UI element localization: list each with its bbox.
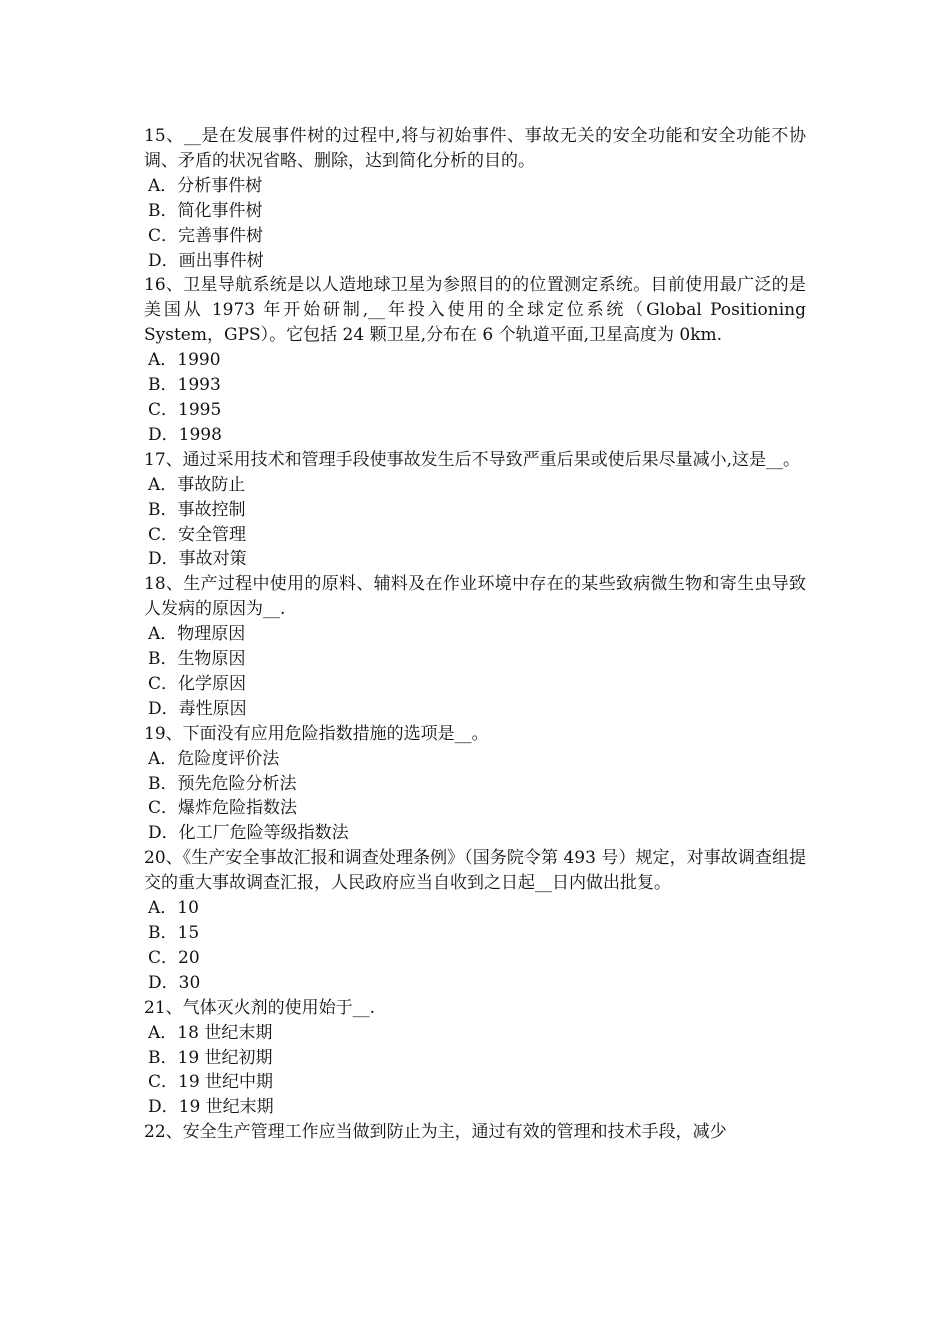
option-text: 1993 bbox=[177, 375, 221, 396]
option-d bbox=[144, 423, 806, 448]
option-text: 生物原因 bbox=[177, 649, 246, 670]
document-page bbox=[144, 124, 806, 1145]
question-stem: 15、__是在发展事件树的过程中,将与初始事件、事故无关的安全功能和安全功能不协调、矛盾的状况省略、删除，达到简化分析的目的。 bbox=[144, 126, 806, 171]
option-list bbox=[144, 174, 806, 274]
option-text: 20 bbox=[178, 947, 200, 968]
option-c bbox=[144, 1070, 806, 1095]
question-stem: 18、生产过程中使用的原料、辅料及在作业环境中存在的某些致病微生物和寄生虫导致人发病的原因为__. bbox=[144, 574, 806, 620]
option-letter: B． bbox=[148, 375, 178, 396]
option-d bbox=[144, 547, 806, 572]
option-list bbox=[144, 747, 806, 847]
option-b bbox=[144, 199, 806, 224]
option-list bbox=[144, 1021, 806, 1121]
option-list bbox=[144, 896, 806, 996]
option-text: 15 bbox=[177, 923, 200, 943]
option-b bbox=[144, 373, 806, 398]
question-22 bbox=[144, 1120, 806, 1145]
option-letter: D． bbox=[148, 823, 179, 844]
option-text: 完善事件树 bbox=[178, 225, 264, 246]
option-a bbox=[144, 348, 806, 373]
option-text: 化工厂危险等级指数法 bbox=[178, 823, 349, 844]
option-text: 分析事件树 bbox=[177, 175, 263, 196]
option-text: 事故对策 bbox=[178, 549, 247, 570]
option-letter: A． bbox=[148, 1022, 178, 1043]
option-letter: C． bbox=[148, 524, 179, 545]
option-b bbox=[144, 498, 806, 523]
option-a bbox=[144, 174, 806, 199]
question-stem: 20、《生产安全事故汇报和调查处理条例》（国务院令第 493 号）规定，对事故调查组提交的重大事故调查汇报，人民政府应当自收到之日起__日内做出批复。 bbox=[144, 848, 806, 894]
option-letter: B． bbox=[148, 649, 178, 670]
option-letter: D． bbox=[148, 549, 179, 570]
option-b bbox=[144, 921, 806, 946]
option-c bbox=[144, 523, 806, 548]
option-d bbox=[144, 697, 806, 722]
option-letter: C． bbox=[148, 798, 179, 819]
option-a bbox=[144, 747, 806, 772]
option-c bbox=[144, 672, 806, 697]
option-letter: D． bbox=[148, 698, 179, 719]
option-letter: C． bbox=[148, 947, 179, 968]
option-text: 19 世纪末期 bbox=[178, 1097, 274, 1118]
option-a bbox=[144, 473, 806, 498]
question-stem: 17、通过采用技术和管理手段使事故发生后不导致严重后果或使后果尽量减小,这是__。 bbox=[144, 449, 801, 470]
option-text: 1995 bbox=[178, 399, 222, 420]
option-text: 预先危险分析法 bbox=[177, 773, 297, 794]
option-b bbox=[144, 1046, 806, 1071]
question-20 bbox=[144, 846, 806, 995]
question-stem: 19、下面没有应用危险指数措施的选项是__。 bbox=[144, 723, 489, 744]
option-letter: A． bbox=[148, 175, 178, 196]
option-letter: A． bbox=[148, 898, 178, 919]
option-list bbox=[144, 473, 806, 573]
option-text: 安全管理 bbox=[178, 524, 247, 545]
option-letter: D． bbox=[148, 250, 179, 271]
option-text: 事故控制 bbox=[177, 499, 246, 520]
option-d bbox=[144, 821, 806, 846]
option-letter: C． bbox=[148, 1072, 179, 1093]
question-16 bbox=[144, 273, 806, 447]
option-b bbox=[144, 647, 806, 672]
option-letter: C． bbox=[148, 673, 179, 694]
option-text: 爆炸危险指数法 bbox=[178, 798, 298, 819]
option-d bbox=[144, 1095, 806, 1120]
option-letter: C． bbox=[148, 399, 179, 420]
option-letter: B． bbox=[148, 923, 178, 943]
option-c bbox=[144, 946, 806, 971]
option-letter: D． bbox=[148, 972, 179, 993]
question-17 bbox=[144, 448, 806, 573]
question-18 bbox=[144, 572, 806, 721]
question-stem: 22、安全生产管理工作应当做到防止为主，通过有效的管理和技术手段，减少 bbox=[144, 1122, 727, 1143]
question-21 bbox=[144, 996, 806, 1121]
option-d bbox=[144, 971, 806, 996]
option-text: 画出事件树 bbox=[178, 250, 264, 271]
option-text: 30 bbox=[178, 972, 201, 993]
option-list bbox=[144, 348, 806, 448]
option-text: 简化事件树 bbox=[177, 200, 263, 221]
option-text: 1998 bbox=[178, 424, 222, 445]
option-text: 危险度评价法 bbox=[177, 748, 280, 769]
option-text: 毒性原因 bbox=[178, 698, 247, 719]
option-letter: A． bbox=[148, 350, 178, 371]
option-letter: A． bbox=[148, 748, 178, 769]
option-letter: D． bbox=[148, 424, 179, 445]
option-text: 10 bbox=[177, 898, 199, 919]
option-letter: B． bbox=[148, 1047, 178, 1068]
option-list bbox=[144, 622, 806, 722]
option-a bbox=[144, 896, 806, 921]
option-text: 1990 bbox=[177, 350, 221, 371]
option-c bbox=[144, 224, 806, 249]
option-text: 事故防止 bbox=[177, 474, 246, 495]
option-letter: A． bbox=[148, 474, 178, 495]
option-letter: B． bbox=[148, 773, 178, 794]
option-c bbox=[144, 398, 806, 423]
option-text: 化学原因 bbox=[178, 673, 247, 694]
option-letter: B． bbox=[148, 499, 178, 520]
option-d bbox=[144, 249, 806, 274]
question-15 bbox=[144, 124, 806, 273]
option-a bbox=[144, 1021, 806, 1046]
question-19 bbox=[144, 722, 806, 847]
question-stem: 21、气体灭火剂的使用始于__. bbox=[144, 997, 376, 1018]
option-letter: C． bbox=[148, 225, 179, 246]
option-c bbox=[144, 796, 806, 821]
question-stem: 16、卫星导航系统是以人造地球卫星为参照目的的位置测定系统。目前使用最广泛的是美国从 1973 年开始研制,__年投入使用的全球定位系统（Global Positioning System，GPS）。它包括 24 颗卫星,分布在 6 个轨道平面,卫星高度为 0km. bbox=[144, 275, 806, 346]
option-text: 19 世纪初期 bbox=[177, 1047, 273, 1068]
option-a bbox=[144, 622, 806, 647]
option-b bbox=[144, 772, 806, 797]
option-letter: A． bbox=[148, 624, 178, 645]
option-text: 18 世纪末期 bbox=[177, 1022, 273, 1043]
option-text: 19 世纪中期 bbox=[178, 1072, 274, 1093]
option-text: 物理原因 bbox=[177, 624, 246, 645]
option-letter: D． bbox=[148, 1097, 179, 1118]
option-letter: B． bbox=[148, 200, 178, 221]
